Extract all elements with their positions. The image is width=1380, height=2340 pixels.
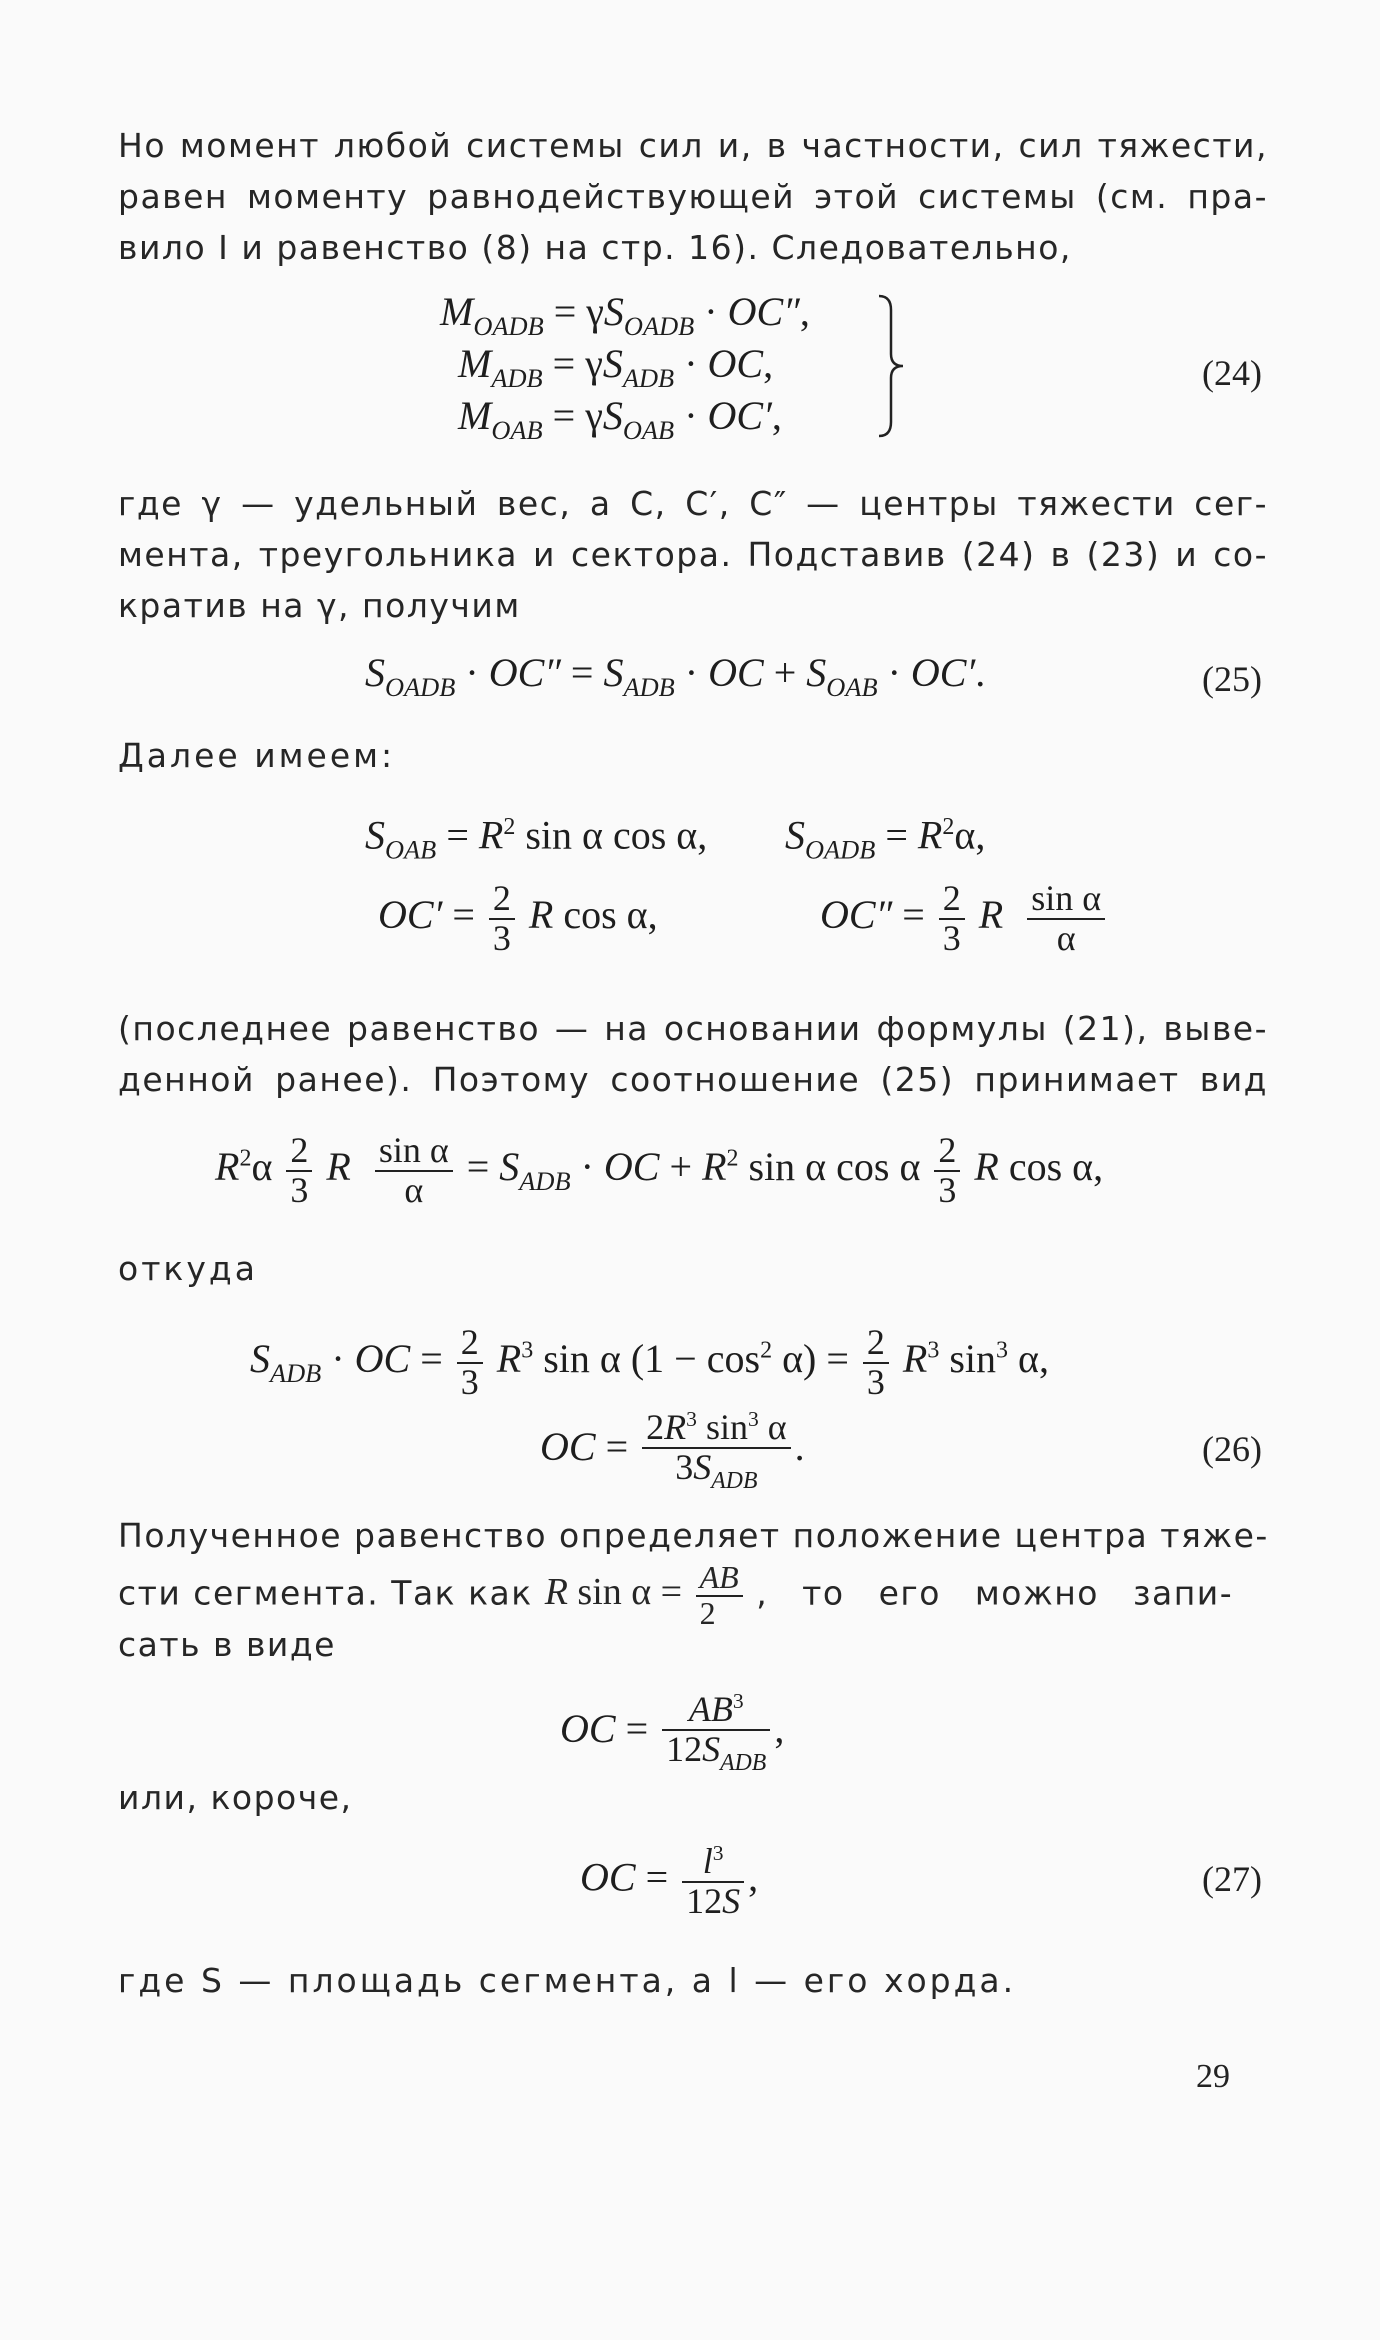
text-fragment: , то его можно запи- xyxy=(756,1573,1234,1613)
text-line: кратив на γ, получим xyxy=(118,586,521,625)
text-line: денной ранее). Поэтому соотношение (25) принимает вид xyxy=(118,1060,1268,1099)
text-line: Полученное равенство определяет положение центра тяже- xyxy=(118,1516,1269,1555)
text-line-with-formula xyxy=(118,1559,1268,1631)
text-line: сать в виде xyxy=(118,1625,336,1664)
paragraph-4 xyxy=(118,1003,1268,1105)
equation-26: OC = $\frac{2R^3 \sin^3 \alpha}{3S_{ADB}}$ . xyxy=(540,1406,805,1494)
equation-number: (26) xyxy=(1202,1429,1262,1469)
page-number: 29 xyxy=(1196,2058,1230,2095)
text-line: равен моменту равнодействующей этой системы (см. пра- xyxy=(118,177,1268,216)
equation-26-line-1: $S_{ADB}$ · OC = $\frac{2}{3}$ $R^3$ sin α $(1 - \cos^2 \alpha)$ = $\frac{2}{3}$ $R^3$ $\sin^3 \alpha$, xyxy=(250,1322,1049,1402)
equation-24-line-2: $M_{ADB} = \gamma S_{ADB}$ · OC, xyxy=(458,341,774,394)
equation-oc-chord: OC = $\frac{AB^3}{12S_{ADB}}$ , xyxy=(560,1688,785,1776)
text-line: откуда xyxy=(118,1249,258,1288)
equation-sector-area: $S_{OADB} = R^2\alpha$, xyxy=(785,812,986,865)
equation-number: (27) xyxy=(1202,1859,1262,1899)
paragraph-8 xyxy=(118,1955,1268,2006)
text-line: вило I и равенство (8) на стр. 16). Следовательно, xyxy=(118,228,1072,267)
equation-24-line-1: $M_{OADB} = \gamma S_{OADB} \cdot OC''$, xyxy=(440,289,810,342)
paragraph-2 xyxy=(118,478,1268,631)
equation-number: (24) xyxy=(1202,353,1262,393)
text-line: мента, треугольника и сектора. Подставив (24) в (23) и со- xyxy=(118,535,1268,574)
paragraph-7 xyxy=(118,1772,1268,1823)
equation-areas: $S_{OAB} = R^2$ sin α cos α, xyxy=(365,812,708,865)
equation-number: (25) xyxy=(1202,659,1262,699)
text-line: или, короче, xyxy=(118,1778,353,1817)
text-fragment: сти сегмента. Так как xyxy=(118,1573,533,1613)
right-brace-icon xyxy=(875,292,915,440)
paragraph-6 xyxy=(118,1510,1268,1670)
equation-24-line-3: $M_{OAB} = \gamma S_{OAB} \cdot OC'$, xyxy=(458,393,782,446)
equation-substituted: $R^2\alpha$ $\frac{2}{3}$ R $\frac{\text{sin α}}{\alpha}$ = $S_{ADB}$ · OC + $R^2$ sin α cos α $\frac{2}{3}$ R cos α, xyxy=(215,1130,1104,1210)
text-line: (последнее равенство — на основании формулы (21), выве- xyxy=(118,1009,1268,1048)
text-line: где S — площадь сегмента, а l — его хорда. xyxy=(118,1961,1017,2000)
equation-25: $S_{OADB} \cdot OC'' = S_{ADB}$ · OC + $S_{OAB} \cdot OC'$. xyxy=(365,650,986,703)
paragraph-1 xyxy=(118,120,1268,273)
inline-formula: R sin α = $\frac{AB}{2}$ xyxy=(545,1571,757,1613)
equation-oc-double-prime: OC″ = $\frac{2}{3}$ R $\frac{\text{sin α}}{\alpha}$ xyxy=(820,880,1109,958)
text-line: Но момент любой системы сил и, в частности, сил тяжести, xyxy=(118,126,1268,165)
text-line: Далее имеем: xyxy=(118,736,396,775)
text-line: где γ — удельный вес, а C, C′, C″ — центры тяжести сег- xyxy=(118,484,1268,523)
paragraph-5 xyxy=(118,1243,1268,1294)
equation-oc-prime: OC′ = $\frac{2}{3}$ R cos α, xyxy=(378,878,658,958)
equation-27: OC = $\frac{l^3}{12S}$ , xyxy=(580,1840,759,1921)
paragraph-3 xyxy=(118,730,1268,781)
